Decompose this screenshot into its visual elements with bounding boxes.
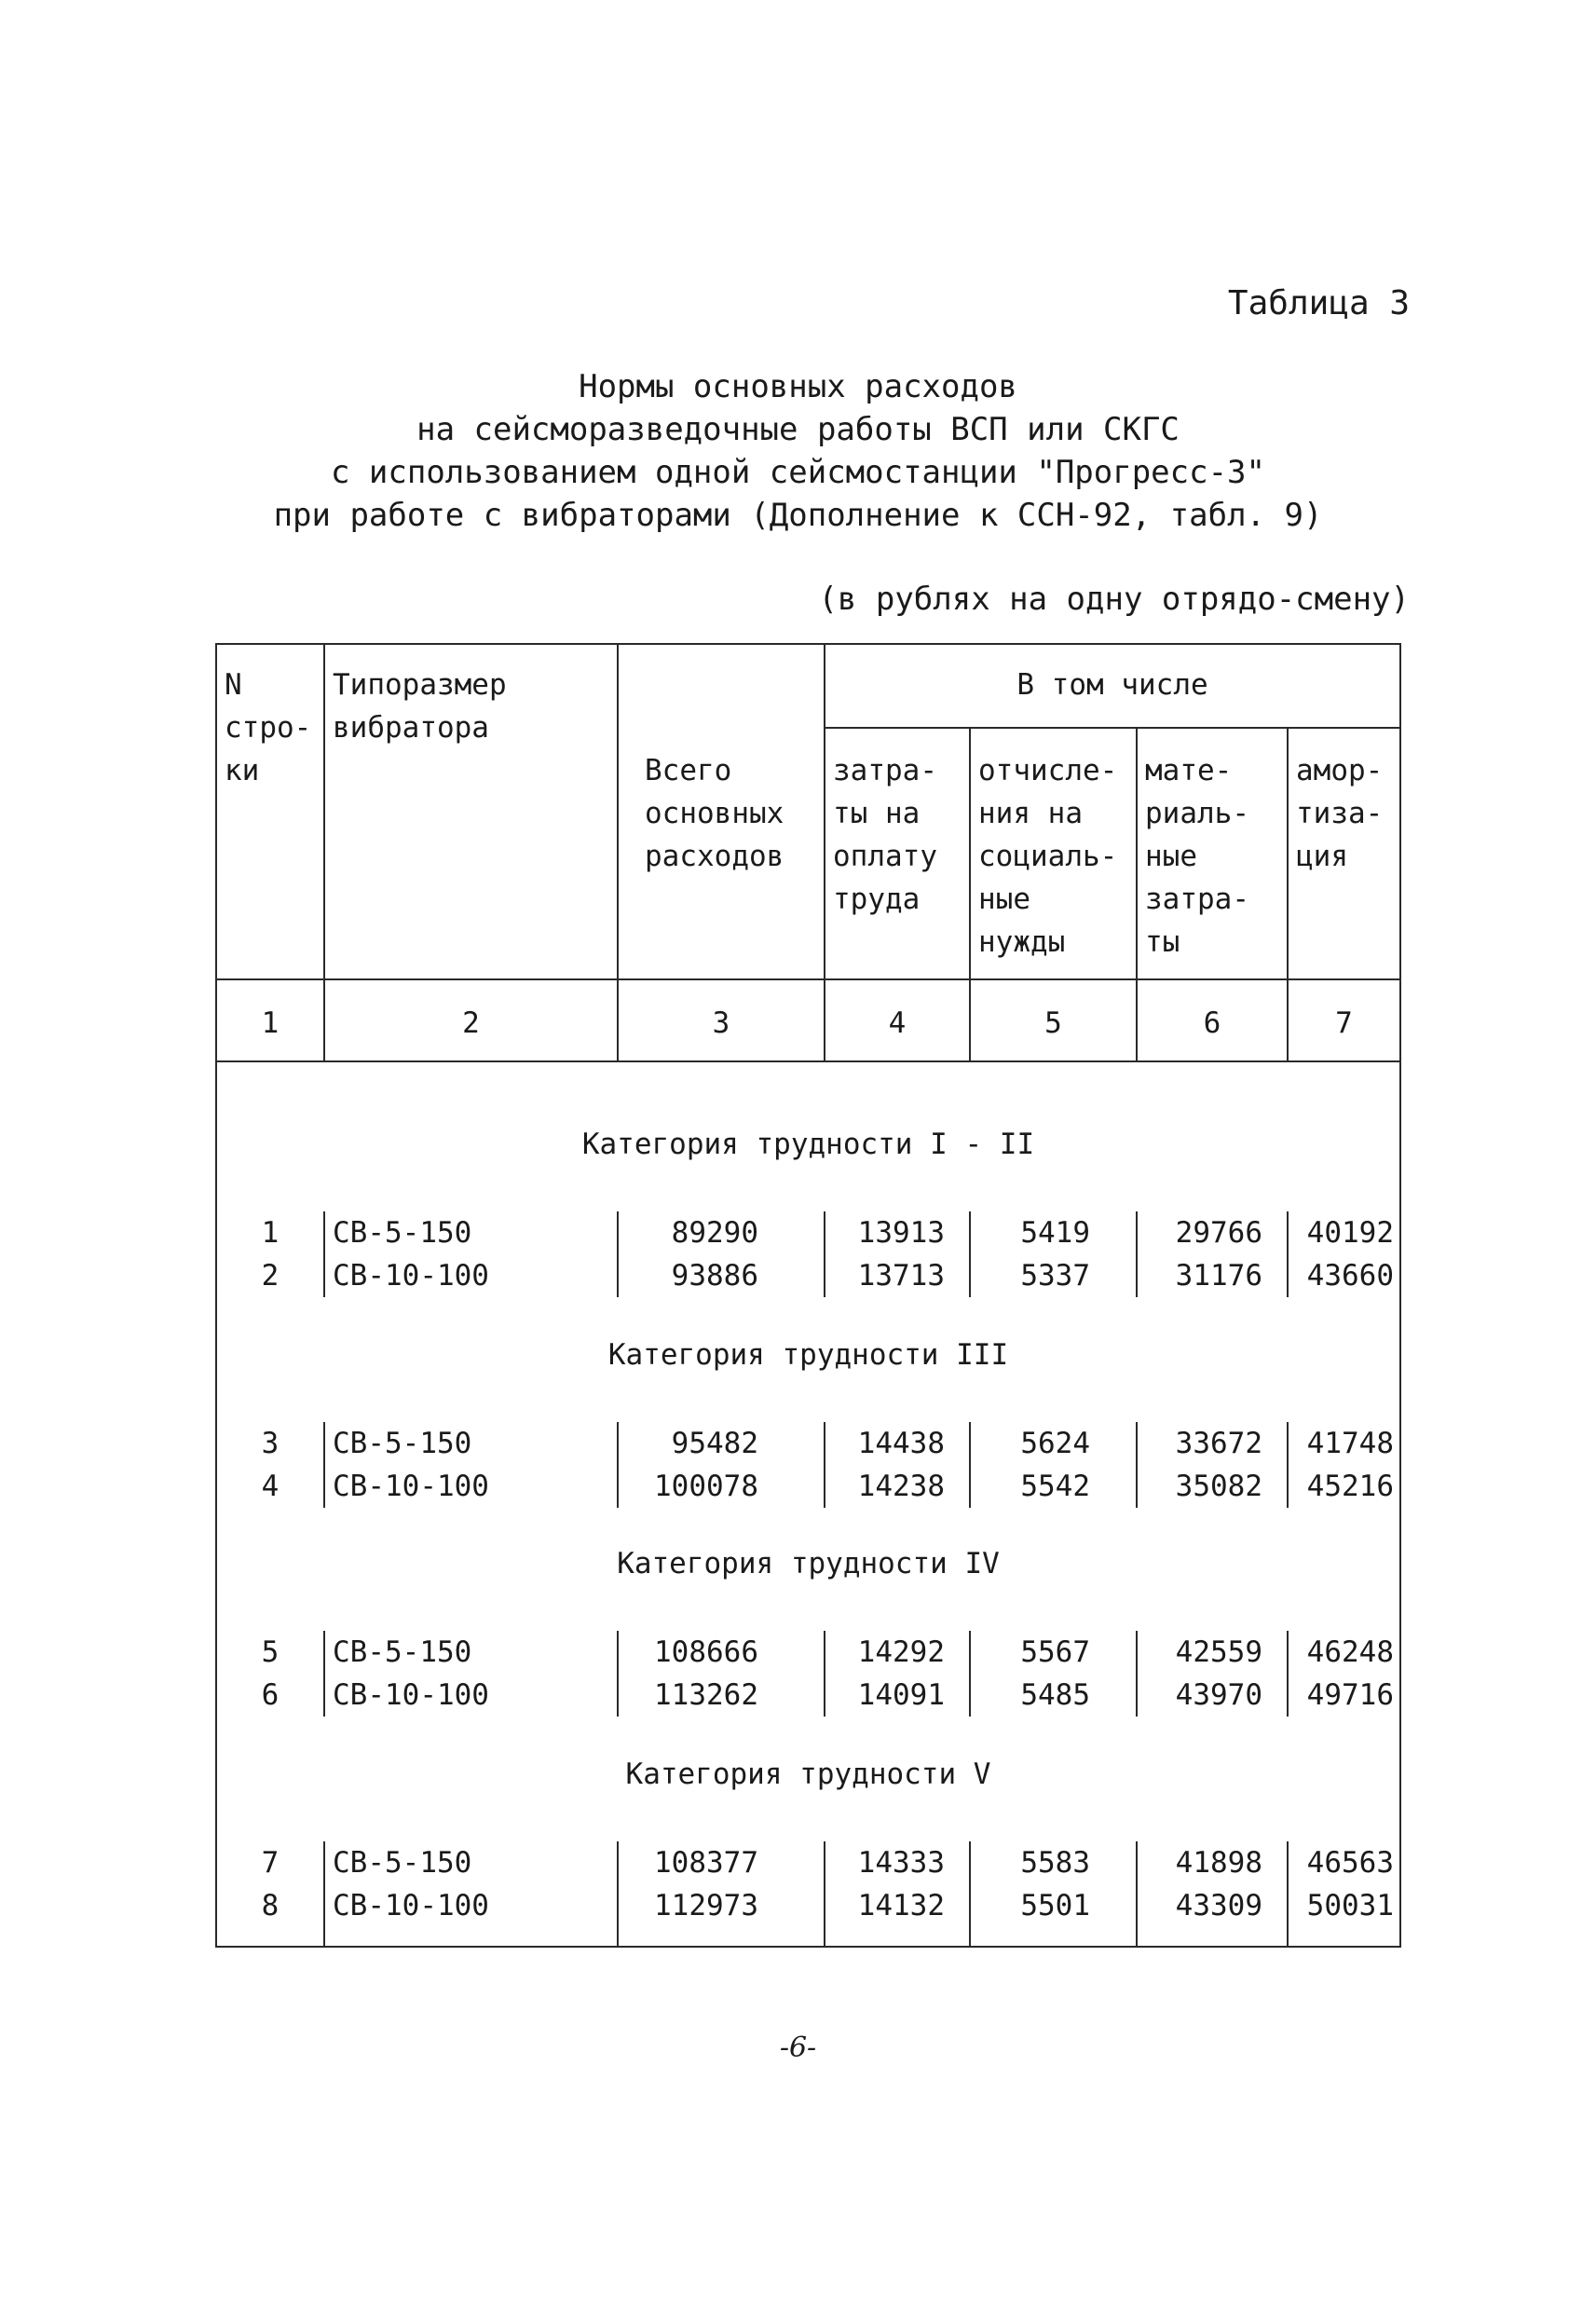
row-number: 1: [261, 1216, 280, 1250]
row-vibrator: СВ-5-150: [333, 1635, 472, 1669]
row-labor: 14292: [857, 1635, 945, 1669]
category-title: Категория трудности III: [607, 1338, 1009, 1372]
header-group-including: В том числе: [1016, 668, 1208, 702]
header-social: отчисле- ния на социаль- ные нужды: [978, 754, 1118, 959]
row-depreciation: 41748: [1306, 1427, 1394, 1460]
units-note: (в рублях на одну отрядо-смену): [818, 581, 1410, 618]
title-line: при работе с вибраторами (Дополнение к ССН-92, табл. 9): [273, 497, 1323, 534]
table-right-border: [1399, 643, 1401, 1948]
header-vibrator-type: Типоразмер вибратора: [333, 668, 507, 745]
category-title: Категория трудности V: [625, 1758, 991, 1791]
title-line: на сейсморазведочные работы ВСП или СКГС: [416, 411, 1180, 448]
row-vibrator: СВ-5-150: [333, 1846, 472, 1880]
row-total: 93886: [671, 1259, 758, 1293]
title-line: с использованием одной сейсмостанции "Прогресс-3": [330, 454, 1266, 491]
row-materials: 42559: [1175, 1635, 1262, 1669]
row-depreciation: 46248: [1306, 1635, 1394, 1669]
row-depreciation: 40192: [1306, 1216, 1394, 1250]
row-number: 5: [261, 1635, 280, 1669]
row-vibrator: СВ-5-150: [333, 1216, 472, 1250]
row-social: 5485: [1020, 1678, 1090, 1712]
col-divider: [617, 643, 619, 1060]
row-number: 8: [261, 1889, 280, 1922]
row-materials: 29766: [1175, 1216, 1262, 1250]
row-total: 100078: [654, 1470, 758, 1503]
col-divider: [323, 643, 325, 1060]
col-number: 5: [1044, 1006, 1062, 1040]
cat3-col-divider: [323, 1631, 325, 1717]
row-materials: 43970: [1175, 1678, 1262, 1712]
category-title: Категория трудности I - II: [581, 1128, 1035, 1161]
row-materials: 31176: [1175, 1259, 1262, 1293]
row-materials: 33672: [1175, 1427, 1262, 1460]
row-social: 5419: [1020, 1216, 1090, 1250]
page-number: -6-: [779, 2032, 817, 2064]
row-vibrator: СВ-10-100: [333, 1259, 489, 1293]
table-top-border: [215, 643, 1401, 645]
table-bottom-border: [215, 1946, 1401, 1948]
row-total: 108666: [654, 1635, 758, 1669]
row-total: 113262: [654, 1678, 758, 1712]
row-labor: 14333: [857, 1846, 945, 1880]
table-title: [186, 365, 1410, 537]
row-materials: 43309: [1175, 1889, 1262, 1922]
row-labor: 14091: [857, 1678, 945, 1712]
cat2-col-divider: [323, 1422, 325, 1508]
header-row-number: N стро- ки: [225, 668, 312, 787]
row-labor: 13913: [857, 1216, 945, 1250]
row-number: 4: [261, 1470, 280, 1503]
cat1-col-divider: [323, 1211, 325, 1297]
row-number: 3: [261, 1427, 280, 1460]
title-line: Нормы основных расходов: [579, 368, 1017, 405]
row-social: 5583: [1020, 1846, 1090, 1880]
row-depreciation: 45216: [1306, 1470, 1394, 1503]
row-number: 6: [261, 1678, 280, 1712]
row-social: 5501: [1020, 1889, 1090, 1922]
header-materials: мате- риаль- ные затра- ты: [1145, 754, 1249, 959]
row-social: 5567: [1020, 1635, 1090, 1669]
header-total: Всего основных расходов: [645, 754, 784, 873]
row-number: 7: [261, 1846, 280, 1880]
row-total: 108377: [654, 1846, 758, 1880]
header-labor: затра- ты на оплату труда: [833, 754, 937, 916]
row-total: 112973: [654, 1889, 758, 1922]
col-number: 3: [712, 1006, 730, 1040]
row-total: 89290: [671, 1216, 758, 1250]
row-materials: 41898: [1175, 1846, 1262, 1880]
header-depreciation: амор- тиза- ция: [1296, 754, 1384, 873]
row-materials: 35082: [1175, 1470, 1262, 1503]
row-labor: 14238: [857, 1470, 945, 1503]
col-number: 1: [261, 1006, 280, 1040]
header-bottom-border: [215, 978, 1401, 980]
col-number: 2: [462, 1006, 480, 1040]
row-vibrator: СВ-10-100: [333, 1470, 489, 1503]
table-label: Таблица 3: [1227, 284, 1410, 322]
row-total: 95482: [671, 1427, 758, 1460]
row-depreciation: 46563: [1306, 1846, 1394, 1880]
col-number: 4: [888, 1006, 907, 1040]
row-labor: 13713: [857, 1259, 945, 1293]
row-vibrator: СВ-5-150: [333, 1427, 472, 1460]
row-labor: 14132: [857, 1889, 945, 1922]
category-title: Категория трудности IV: [617, 1547, 1000, 1580]
row-vibrator: СВ-10-100: [333, 1678, 489, 1712]
row-depreciation: 50031: [1306, 1889, 1394, 1922]
row-social: 5624: [1020, 1427, 1090, 1460]
row-depreciation: 49716: [1306, 1678, 1394, 1712]
group-divider: [824, 727, 1401, 729]
row-depreciation: 43660: [1306, 1259, 1394, 1293]
cat4-col-divider: [323, 1841, 325, 1946]
row-vibrator: СВ-10-100: [333, 1889, 489, 1922]
row-social: 5337: [1020, 1259, 1090, 1293]
col-number: 7: [1335, 1006, 1353, 1040]
colnum-bottom-border: [215, 1060, 1401, 1062]
row-number: 2: [261, 1259, 280, 1293]
col-number: 6: [1203, 1006, 1221, 1040]
row-labor: 14438: [857, 1427, 945, 1460]
row-social: 5542: [1020, 1470, 1090, 1503]
